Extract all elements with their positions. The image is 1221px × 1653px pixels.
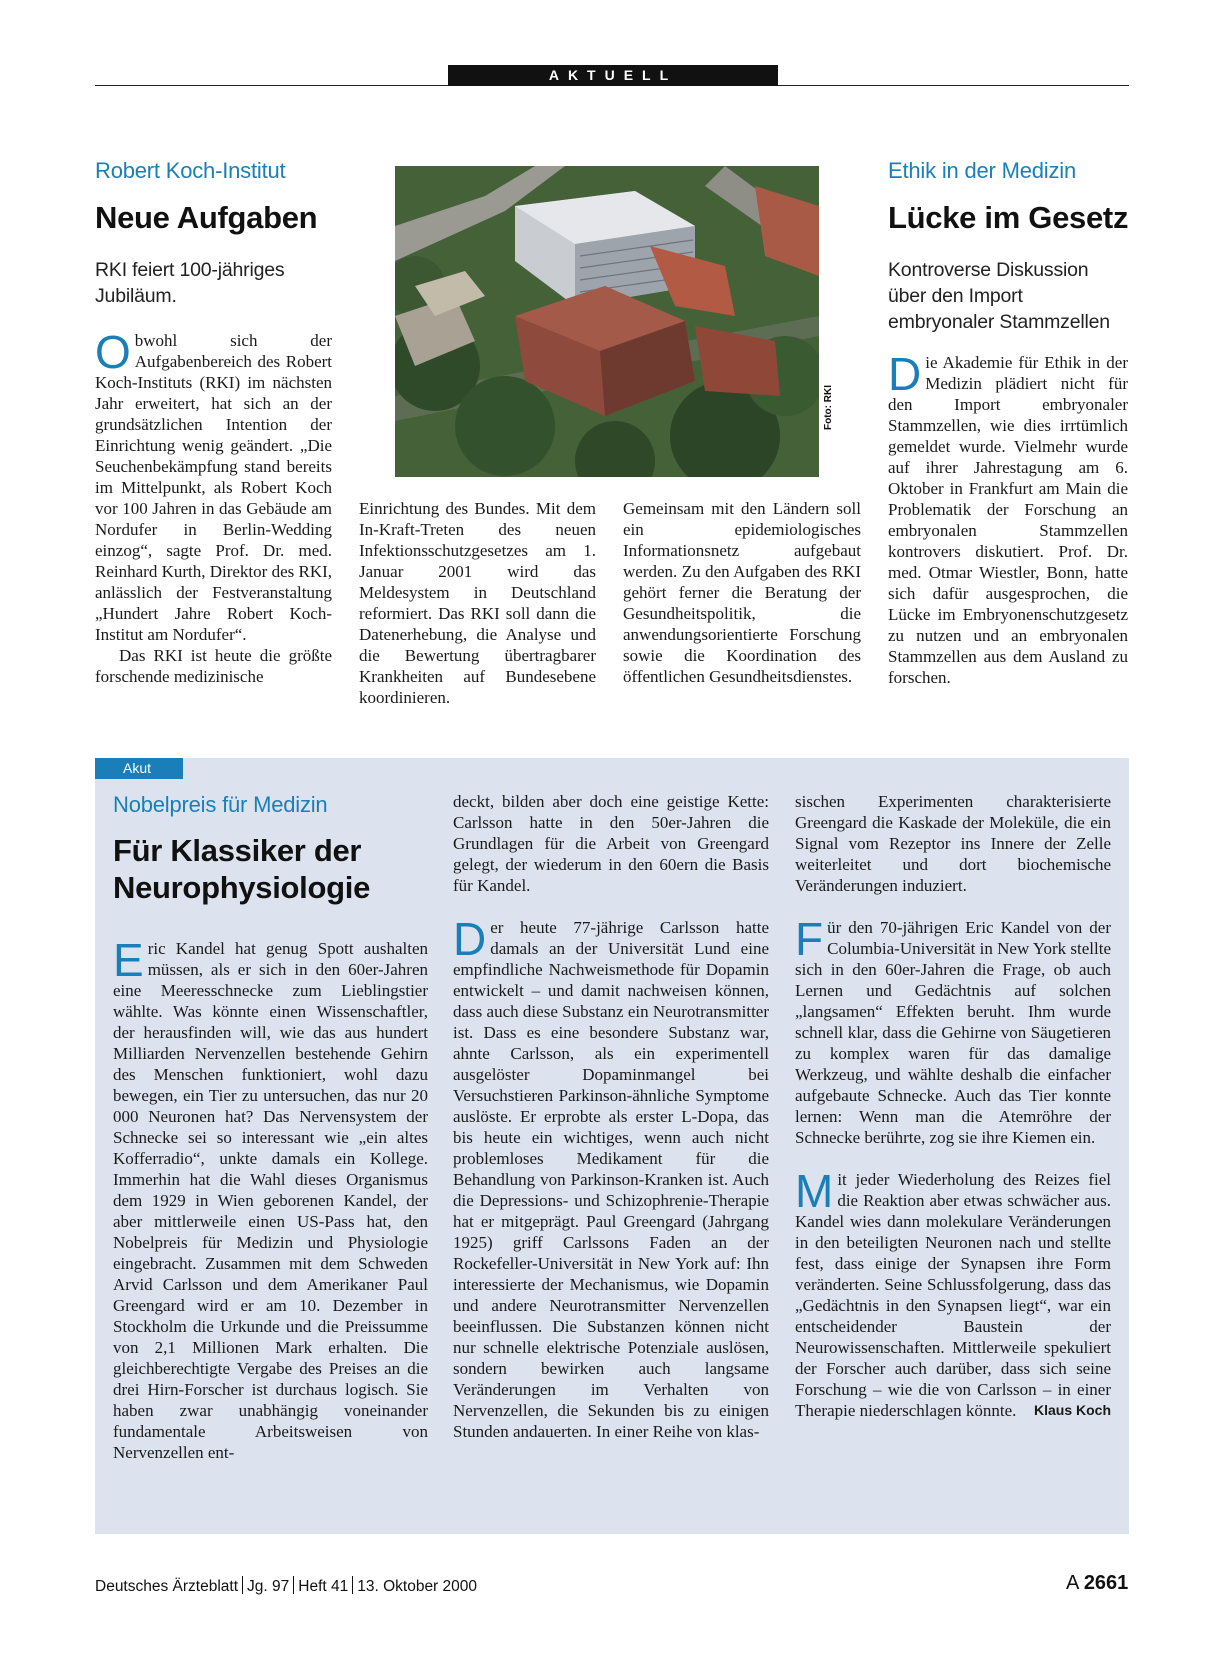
akut-dropcap-f: F [795,913,824,965]
footer-separator [293,1576,294,1594]
rki-kicker: Robert Koch-Institut [95,158,286,183]
ethik-body: ie Akademie für Ethik in der Medizin plädiert nicht für den Import embryonaler Stammzellen, wie dies irrtümlich gemeldet wurde. Vielmehr wurde auf ihrer Jahrestagung am 6. Oktober in Frankfurt am Main die Problematik der Forschung an embryonalen Stammzellen kontrovers diskutiert. Prof. Dr. med. Otmar Wiestler, Bonn, hatte sich dafür ausgesprochen, die Lücke im Embryonenschutzgesetz zu nutzen und an embryonalen Stammzellen aus dem Ausland zu forschen. [888,353,1128,687]
footer-separator [352,1576,353,1594]
akut-col3-para1: ür den 70-jährigen Eric Kandel von der Columbia-Universität in New York stellte sich in den 60er-Jahren die Frage, ob auch Lernen und Gedächtnis auf solchen „langsamen“ Effekten beruht. Ihm wurde schnell klar, dass die Gehirne von Säugetieren zu komplex waren für das damalige Werkzeug, und wählte deshalb die einfacher aufgebaute Schnecke. Auch das Tier konnte lernen: Wenn man die Atemröhre der Schnecke berührte, zog sie ihre Kiemen ein. [795,918,1111,1147]
journal-volume: Jg. 97 [247,1578,290,1595]
akut-col1-text: ric Kandel hat genug Spott aushalten müssen, als er sich in den 60er-Jahren eine Meeresschnecke zum Lieblingstier wählte. Was könnte einen Wissenschaftler, der herausfinden will, wie das aus hundert Milliarden Nervenzellen bestehende Gehirn des Menschen funktioniert, wohl dazu bewegen, ein Tier zu untersuchen, das nur 20 000 Neuronen hat? Das Nervensystem der Schnecke sei so interessant wie „ein altes Kofferradio“, unkte damals ein Kollege. Immerhin hat die Wahl dieses Organismus dem 1929 in Wien geborenen Kandel, der aber mittlerweile einen US-Pass hat, den Nobelpreis für Medizin und Physiologie eingebracht. Zusammen mit dem Schweden Arvid Carlsson und dem Amerikaner Paul Greengard wird er am 10. Dezember in Stockholm die Urkunde und die Preissumme von 2,1 Millionen Mark erhalten. Die gleichberechtigte Vergabe des Preises an die drei Hirn-Forscher ist durchaus logisch. Sie haben zwar unabhängig voneinander fundamentale Arbeitsweisen von Nervenzellen ent- [113,939,428,1462]
author-byline: Klaus Koch [1033,1402,1111,1418]
rki-dropcap: O [95,326,131,378]
rki-headline: Neue Aufgaben [95,200,318,235]
photo-credit: Foto: RKI [823,385,834,430]
footer-separator [242,1576,243,1594]
akut-column-2 [453,791,769,1442]
rki-col1-para2: Das RKI ist heute die größte forschende medizinische [95,646,332,686]
akut-col3-para2: it jeder Wiederholung des Reizes fiel die Reaktion aber etwas schwächer aus. Kandel wies dann molekulare Veränderungen in den beteiligten Neuronen nach und stellte fest, dass einige der Synapsen ihre Form veränderten. Seine Schlussfolgerung, dass das „Gedächtnis in den Synapsen liegt“, war ein entscheidender Baustein der Neurowissenschaften. Mittlerweile spekuliert der Forscher auch darüber, dass sich seine Forschung – wie die von Carlsson – in einer Therapie niederschlagen könnte. [795,1170,1111,1420]
akut-kicker: Nobelpreis für Medizin [113,792,328,817]
ethik-headline: Lücke im Gesetz [888,200,1129,235]
ethik-deck: Kontroverse Diskussion über den Import embryonaler Stammzellen [888,259,1110,333]
journal-name: Deutsches Ärzteblatt [95,1578,239,1595]
page-number-value: 2661 [1083,1572,1129,1594]
akut-col2-body: er heute 77-jährige Carlsson hatte damals an der Universität Lund eine empfindliche Nachweismethode für Dopamin entwickelt – und damit nachweisen können, dass auch diese Substanz ein Neurotransmitter ist. Dass es eine besondere Substanz war, ahnte Carlsson, als ein experimentell ausgelöster Dopaminmangel bei Versuchstieren Parkinson-ähnliche Symptome auslöste. Er erprobte als erster L-Dopa, das bis heute ein wichtiges, wenn auch nicht problemloses Medikament für die Behandlung von Parkinson-Kranken ist. Auch die Depressions- und Schizophrenie-Therapie hat er mitgeprägt. Paul Greengard (Jahrgang 1925) griff Carlssons Faden an der Rockefeller-Universität in New York auf: Ihn interessierte der Mechanismus, wie Dopamin und andere Neurotransmitter Nervenzellen beeinflussen. Die Substanzen können nicht nur schnelle elektrische Potenziale auslösen, sondern bewirken auch langsame Veränderungen im Verhalten von Nervenzellen, die Sekunden bis zu einigen Stunden andauerten. In einer Reihe von klas- [453,918,769,1441]
page-number [1066,1572,1128,1595]
akut-headline-line2: Neurophysiologie [113,870,371,905]
akut-col3-top: sischen Experimenten charakterisierte Greengard die Kaskade der Moleküle, die ein Signal vom Rezeptor ins Innere der Zelle weiterleitet und dort biochemische Veränderungen induziert. [795,792,1111,895]
footer [95,1576,477,1596]
section-label: AKTUELL [448,65,778,86]
akut-headline-line1: Für Klassiker der [113,833,362,868]
rki-column-3: Gemeinsam mit den Ländern soll ein epidemiologisches Informationsnetz aufgebaut werden. Zu den Aufgaben des RKI gehört ferner die Beratung der Gesundheitspolitik, die anwendungsorientierte Forschung sowie die Koordination des öffentlichen Gesundheitsdienstes. [623,499,861,686]
journal-date: 13. Oktober 2000 [357,1578,478,1595]
ethik-kicker: Ethik in der Medizin [888,158,1076,183]
akut-headline [113,832,370,906]
akut-dropcap-e: E [113,934,144,986]
akut-column-1 [113,934,428,1463]
rki-building-aerial-photo [395,166,819,477]
akut-dropcap-m: M [795,1165,834,1217]
akut-dropcap-d: D [453,913,487,965]
rki-column-1 [95,326,333,687]
rki-col1-para1: bwohl sich der Aufgabenbereich des Robert Koch-Instituts (RKI) im nächsten Jahr erweitert, hat sich an der grundsätzlichen Intention der Einrichtung wenig geändert. „Die Seuchenbekämpfung stand bereits im Mittelpunkt, als Robert Koch vor 100 Jahren in das Gebäude am Nordufer in Berlin-Wedding einzog“, sagte Prof. Dr. med. Reinhard Kurth, Direktor des RKI, anlässlich der Festveranstaltung „Hundert Jahre Robert Koch-Institut am Nordufer“. [95,331,333,644]
page-prefix: A [1066,1572,1079,1594]
akut-column-3 [795,791,1111,1421]
rki-deck: RKI feiert 100-jähriges Jubiläum. [95,259,285,307]
journal-issue: Heft 41 [298,1578,349,1595]
akut-tag: Akut [95,758,183,779]
ethik-dropcap: D [888,348,922,400]
ethik-column [888,348,1128,688]
akut-col2-top: deckt, bilden aber doch eine geistige Kette: Carlsson hatte in den 50er-Jahren die Grundlagen für die Arbeit von Greengard gelegt, der wiederum in den 60ern die Basis für Kandel. [453,792,769,895]
rki-column-2: Einrichtung des Bundes. Mit dem In-Kraft-Treten des neuen Infektionsschutzgesetzes am 1. Januar 2001 wird das Meldesystem in Deutschland reformiert. Das RKI soll dann die Datenerhebung, die Analyse und die Bewertung übertragbarer Krankheiten auf Bundesebene koordinieren. [359,499,596,707]
